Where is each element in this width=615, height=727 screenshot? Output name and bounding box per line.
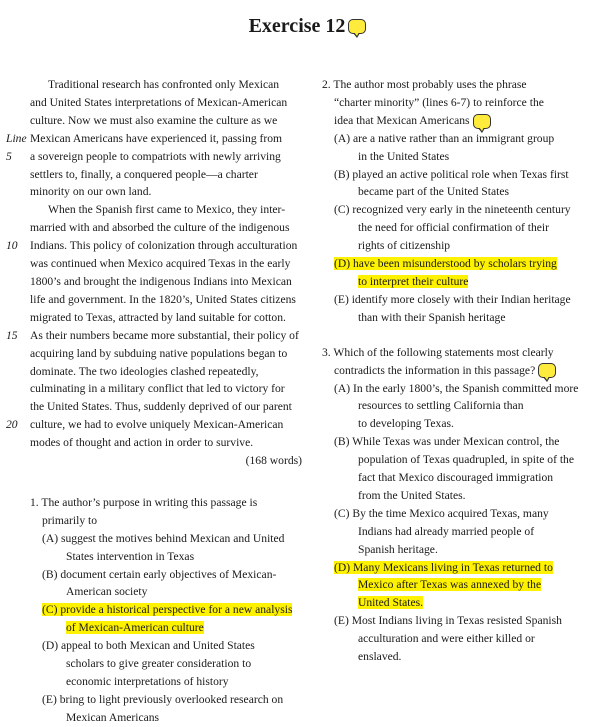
option-line xyxy=(30,619,302,637)
option-text: became part of the United States xyxy=(358,185,509,199)
answer-option[interactable] xyxy=(322,380,602,434)
answer-option[interactable] xyxy=(30,530,302,566)
option-line xyxy=(30,601,302,619)
passage-text: 1800’s and brought the indigenous Indians into Mexican xyxy=(30,274,292,288)
option-line xyxy=(322,255,602,273)
passage-line xyxy=(6,148,302,166)
option-line xyxy=(322,291,602,309)
passage-text: settlers to, finally, a conquered people—a charter xyxy=(30,167,258,181)
page-title: Exercise 12 xyxy=(248,14,346,37)
option-text: enslaved. xyxy=(358,650,402,664)
passage xyxy=(6,76,302,452)
passage-text: was continued when Mexico acquired Texas in the early xyxy=(30,257,291,271)
option-line xyxy=(30,637,302,655)
passage-text: life and government. In the 1820’s, United States citizens xyxy=(30,292,296,306)
option-text: of Mexican-American culture xyxy=(66,621,204,635)
option-line xyxy=(322,451,602,469)
passage-text: migrated to Texas, attracted by land suitable for cotton. xyxy=(30,310,286,324)
answer-option[interactable] xyxy=(322,255,602,291)
question-1 xyxy=(30,494,302,727)
passage-line xyxy=(30,398,302,416)
option-text: than with their Spanish heritage xyxy=(358,310,506,324)
answer-option[interactable] xyxy=(322,505,602,559)
passage-text: When the Spanish first came to Mexico, they inter- xyxy=(48,203,286,217)
option-text: (C) By the time Mexico acquired Texas, many xyxy=(334,506,549,520)
passage-line xyxy=(30,309,302,327)
line-number: 20 xyxy=(6,418,18,432)
answer-option[interactable] xyxy=(322,130,602,166)
option-text: the need for official confirmation of their xyxy=(358,221,550,235)
option-text: (B) While Texas was under Mexican control, the xyxy=(334,435,560,449)
option-line xyxy=(322,559,602,577)
answer-option[interactable] xyxy=(30,637,302,691)
line-number: 5 xyxy=(6,149,12,163)
option-text: fact that Mexico discouraged immigration xyxy=(358,471,554,485)
answer-option[interactable] xyxy=(322,612,602,666)
option-line xyxy=(322,273,602,291)
question-stem: “charter minority” (lines 6-7) to reinforce the xyxy=(334,95,544,109)
passage-text: culture, we had to evolve uniquely Mexican-American xyxy=(30,418,284,432)
passage-text: acquiring land by subduing native populations began to xyxy=(30,346,288,360)
option-text: (D) appeal to both Mexican and United States xyxy=(42,639,255,653)
option-line xyxy=(322,612,602,630)
passage-line xyxy=(30,76,302,94)
option-text: resources to settling California than xyxy=(358,399,524,413)
option-text: (A) are a native rather than an immigrant group xyxy=(334,131,555,145)
passage-line xyxy=(30,94,302,112)
option-line xyxy=(322,630,602,648)
question-stem: 1. The author’s purpose in writing this passage is xyxy=(30,495,258,509)
passage-text: Indians. This policy of colonization through acculturation xyxy=(30,239,298,253)
passage-text: the United States. Thus, suddenly deprived of our parent xyxy=(30,400,292,414)
passage-text: Traditional research has confronted only Mexican xyxy=(48,78,280,91)
passage-line xyxy=(30,255,302,273)
answer-option[interactable] xyxy=(30,566,302,602)
passage-line xyxy=(30,363,302,381)
option-line xyxy=(30,709,302,727)
option-text: (C) recognized very early in the nineteenth century xyxy=(334,203,571,217)
option-line xyxy=(322,148,602,166)
option-text: (E) identify more closely with their Indian heritage xyxy=(334,292,571,306)
question-stem: 2. The author most probably uses the phrase xyxy=(322,78,527,91)
passage-line xyxy=(30,345,302,363)
comment-note-icon[interactable] xyxy=(538,363,556,378)
passage-line xyxy=(30,291,302,309)
passage-text: and United States interpretations of Mexican-American xyxy=(30,95,288,109)
passage-line xyxy=(30,219,302,237)
option-text: (A) In the early 1800’s, the Spanish committed more xyxy=(334,381,579,395)
passage-line xyxy=(30,380,302,398)
option-text: scholars to give greater consideration to xyxy=(66,657,252,671)
passage-line xyxy=(30,273,302,291)
option-text: United States. xyxy=(358,596,424,610)
word-count: (168 words) xyxy=(245,454,302,468)
option-text: (D) have been misunderstood by scholars trying xyxy=(334,257,557,271)
option-line xyxy=(322,201,602,219)
option-line xyxy=(30,530,302,548)
passage-line xyxy=(6,327,302,345)
passage-line xyxy=(30,434,302,452)
passage-text: a sovereign people to compatriots with newly arriving xyxy=(30,149,281,163)
option-line xyxy=(322,309,602,327)
passage-line xyxy=(6,237,302,255)
passage-text: modes of thought and action in order to survive. xyxy=(30,436,254,450)
question-stem: idea that Mexican Americans xyxy=(322,112,602,130)
answer-option[interactable] xyxy=(30,601,302,637)
option-text: (E) Most Indians living in Texas resisted Spanish xyxy=(334,614,562,628)
passage-line xyxy=(30,166,302,184)
right-column xyxy=(322,76,602,666)
option-line xyxy=(322,487,602,505)
left-column xyxy=(6,76,302,727)
passage-line xyxy=(6,416,302,434)
option-line xyxy=(322,237,602,255)
option-line xyxy=(322,594,602,612)
option-line xyxy=(322,469,602,487)
option-text: to developing Texas. xyxy=(358,417,454,431)
question-stem: contradicts the information in this passage? xyxy=(322,362,602,380)
option-line xyxy=(30,673,302,691)
passage-text: Mexican Americans have experienced it, passing from xyxy=(30,131,283,145)
option-line xyxy=(30,548,302,566)
passage-line xyxy=(6,130,302,148)
option-text: to interpret their culture xyxy=(358,274,469,288)
option-text: acculturation and were either killed or xyxy=(358,632,535,646)
option-line xyxy=(322,415,602,433)
option-text: in the United States xyxy=(358,149,450,163)
answer-option[interactable] xyxy=(322,166,602,202)
passage-line xyxy=(30,112,302,130)
option-text: population of Texas quadrupled, in spite of the xyxy=(358,453,574,467)
option-text: Mexico after Texas was annexed by the xyxy=(358,578,542,592)
option-line xyxy=(30,691,302,709)
option-line xyxy=(322,397,602,415)
option-line xyxy=(322,505,602,523)
question-3 xyxy=(322,344,602,666)
passage-text: dominate. The two ideologies clashed repeatedly, xyxy=(30,364,259,378)
answer-option[interactable] xyxy=(322,559,602,613)
passage-text: culture. Now we must also examine the culture as we xyxy=(30,113,278,127)
option-text: economic interpretations of history xyxy=(66,675,229,688)
option-text: from the United States. xyxy=(358,488,466,502)
option-text: rights of citizenship xyxy=(358,239,451,253)
option-line xyxy=(322,541,602,559)
passage-text: married with and absorbed the culture of the indigenous xyxy=(30,221,290,235)
answer-option[interactable] xyxy=(30,691,302,727)
passage-line xyxy=(30,201,302,219)
option-line xyxy=(30,583,302,601)
option-line xyxy=(30,566,302,584)
question-2 xyxy=(322,76,602,327)
passage-line xyxy=(30,183,302,201)
comment-note-icon[interactable] xyxy=(473,114,491,129)
line-number: 10 xyxy=(6,239,18,253)
option-text: American society xyxy=(66,585,148,599)
option-text: (D) Many Mexicans living in Texas returned to xyxy=(334,560,553,574)
question-stem: primarily to xyxy=(42,513,98,527)
answer-option[interactable] xyxy=(322,291,602,327)
option-text: Spanish heritage. xyxy=(358,542,438,556)
answer-option[interactable] xyxy=(322,433,602,505)
option-text: (B) played an active political role when Texas first xyxy=(334,167,569,181)
line-number: 15 xyxy=(6,328,18,342)
option-line xyxy=(322,166,602,184)
option-line xyxy=(322,130,602,148)
passage-text: minority on our own land. xyxy=(30,185,152,199)
option-text: States intervention in Texas xyxy=(66,549,195,563)
exercise-title xyxy=(0,14,615,38)
option-line xyxy=(322,523,602,541)
option-line xyxy=(322,576,602,594)
option-text: (C) provide a historical perspective for a new analysis xyxy=(42,603,293,617)
passage-text: As their numbers became more substantial, their policy of xyxy=(30,328,299,342)
option-text: Mexican Americans xyxy=(66,710,160,724)
option-text: (A) suggest the motives behind Mexican and United xyxy=(42,531,285,545)
option-text: Indians had already married people of xyxy=(358,524,535,538)
option-line xyxy=(322,648,602,666)
answer-option[interactable] xyxy=(322,201,602,255)
option-line xyxy=(322,433,602,451)
option-line xyxy=(322,183,602,201)
comment-note-icon[interactable] xyxy=(348,19,366,34)
option-line xyxy=(30,655,302,673)
option-line xyxy=(322,219,602,237)
option-text: (E) bring to light previously overlooked research on xyxy=(42,692,284,706)
question-stem: 3. Which of the following statements most clearly xyxy=(322,345,554,359)
passage-text: culminating in a military conflict that led to victory for xyxy=(30,382,285,396)
option-text: (B) document certain early objectives of Mexican- xyxy=(42,567,277,581)
option-line xyxy=(322,380,602,398)
line-number: Line xyxy=(6,131,27,145)
